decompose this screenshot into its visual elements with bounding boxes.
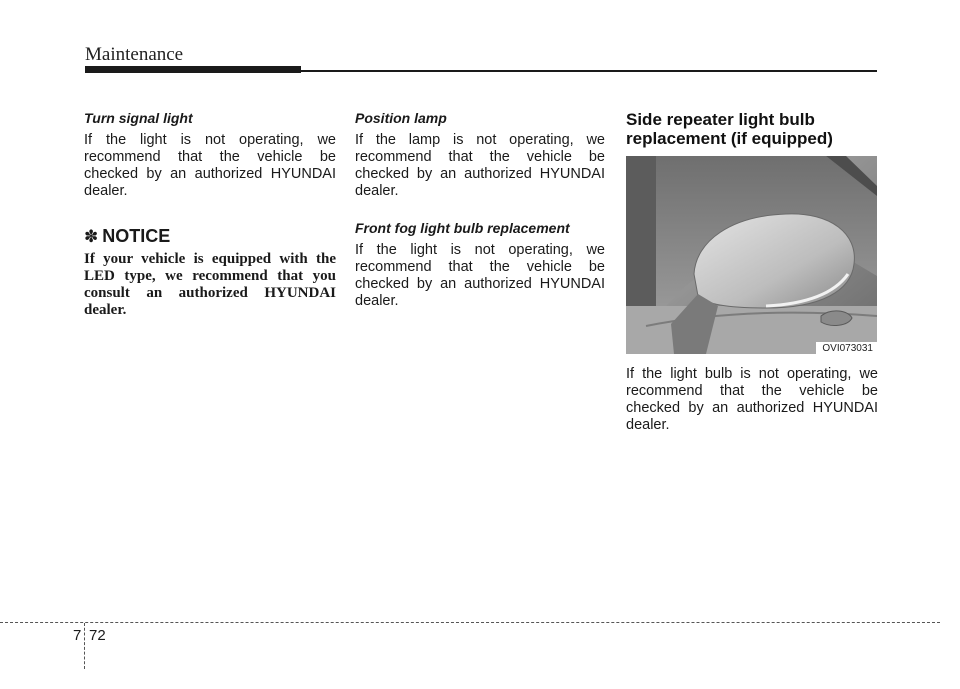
column-position-lamp (355, 110, 605, 310)
side-mirror-illustration (626, 156, 877, 354)
notice-heading (84, 226, 336, 247)
notice-icon: ✽ (84, 226, 99, 246)
body-position-lamp: If the lamp is not operating, we recommend that the vehicle be checked by an authorized HYUNDAI dealer. (355, 132, 605, 199)
notice-body: If your vehicle is equipped with the LED type, we recommend that you consult an authorized HYUNDAI dealer. (84, 251, 336, 318)
body-fog-light: If the light is not operating, we recommend that the vehicle be checked by an authorized HYUNDAI dealer. (355, 242, 605, 309)
figure-code: OVI073031 (816, 342, 877, 354)
footer-rule (0, 622, 940, 623)
side-mirror-photo (626, 156, 877, 354)
header-rule (300, 70, 877, 72)
subhead-turn-signal: Turn signal light (84, 110, 193, 126)
footer-divider (84, 623, 85, 669)
notice-title: NOTICE (102, 226, 171, 246)
subhead-fog-light: Front fog light bulb replacement (355, 220, 570, 236)
chapter-number: 7 (73, 627, 82, 644)
page-number: 72 (89, 627, 106, 644)
subhead-position-lamp: Position lamp (355, 110, 447, 126)
body-side-repeater: If the light bulb is not operating, we recommend that the vehicle be checked by an authorized HYUNDAI dealer. (626, 366, 878, 433)
column-turn-signal (84, 110, 336, 319)
body-turn-signal: If the light is not operating, we recommend that the vehicle be checked by an authorized HYUNDAI dealer. (84, 132, 336, 199)
header-rule-accent (85, 66, 301, 73)
page-header-title: Maintenance (85, 44, 184, 65)
column-side-repeater (626, 110, 878, 434)
section-heading-side-repeater: Side repeater light bulb replacement (if equipped) (626, 110, 833, 148)
